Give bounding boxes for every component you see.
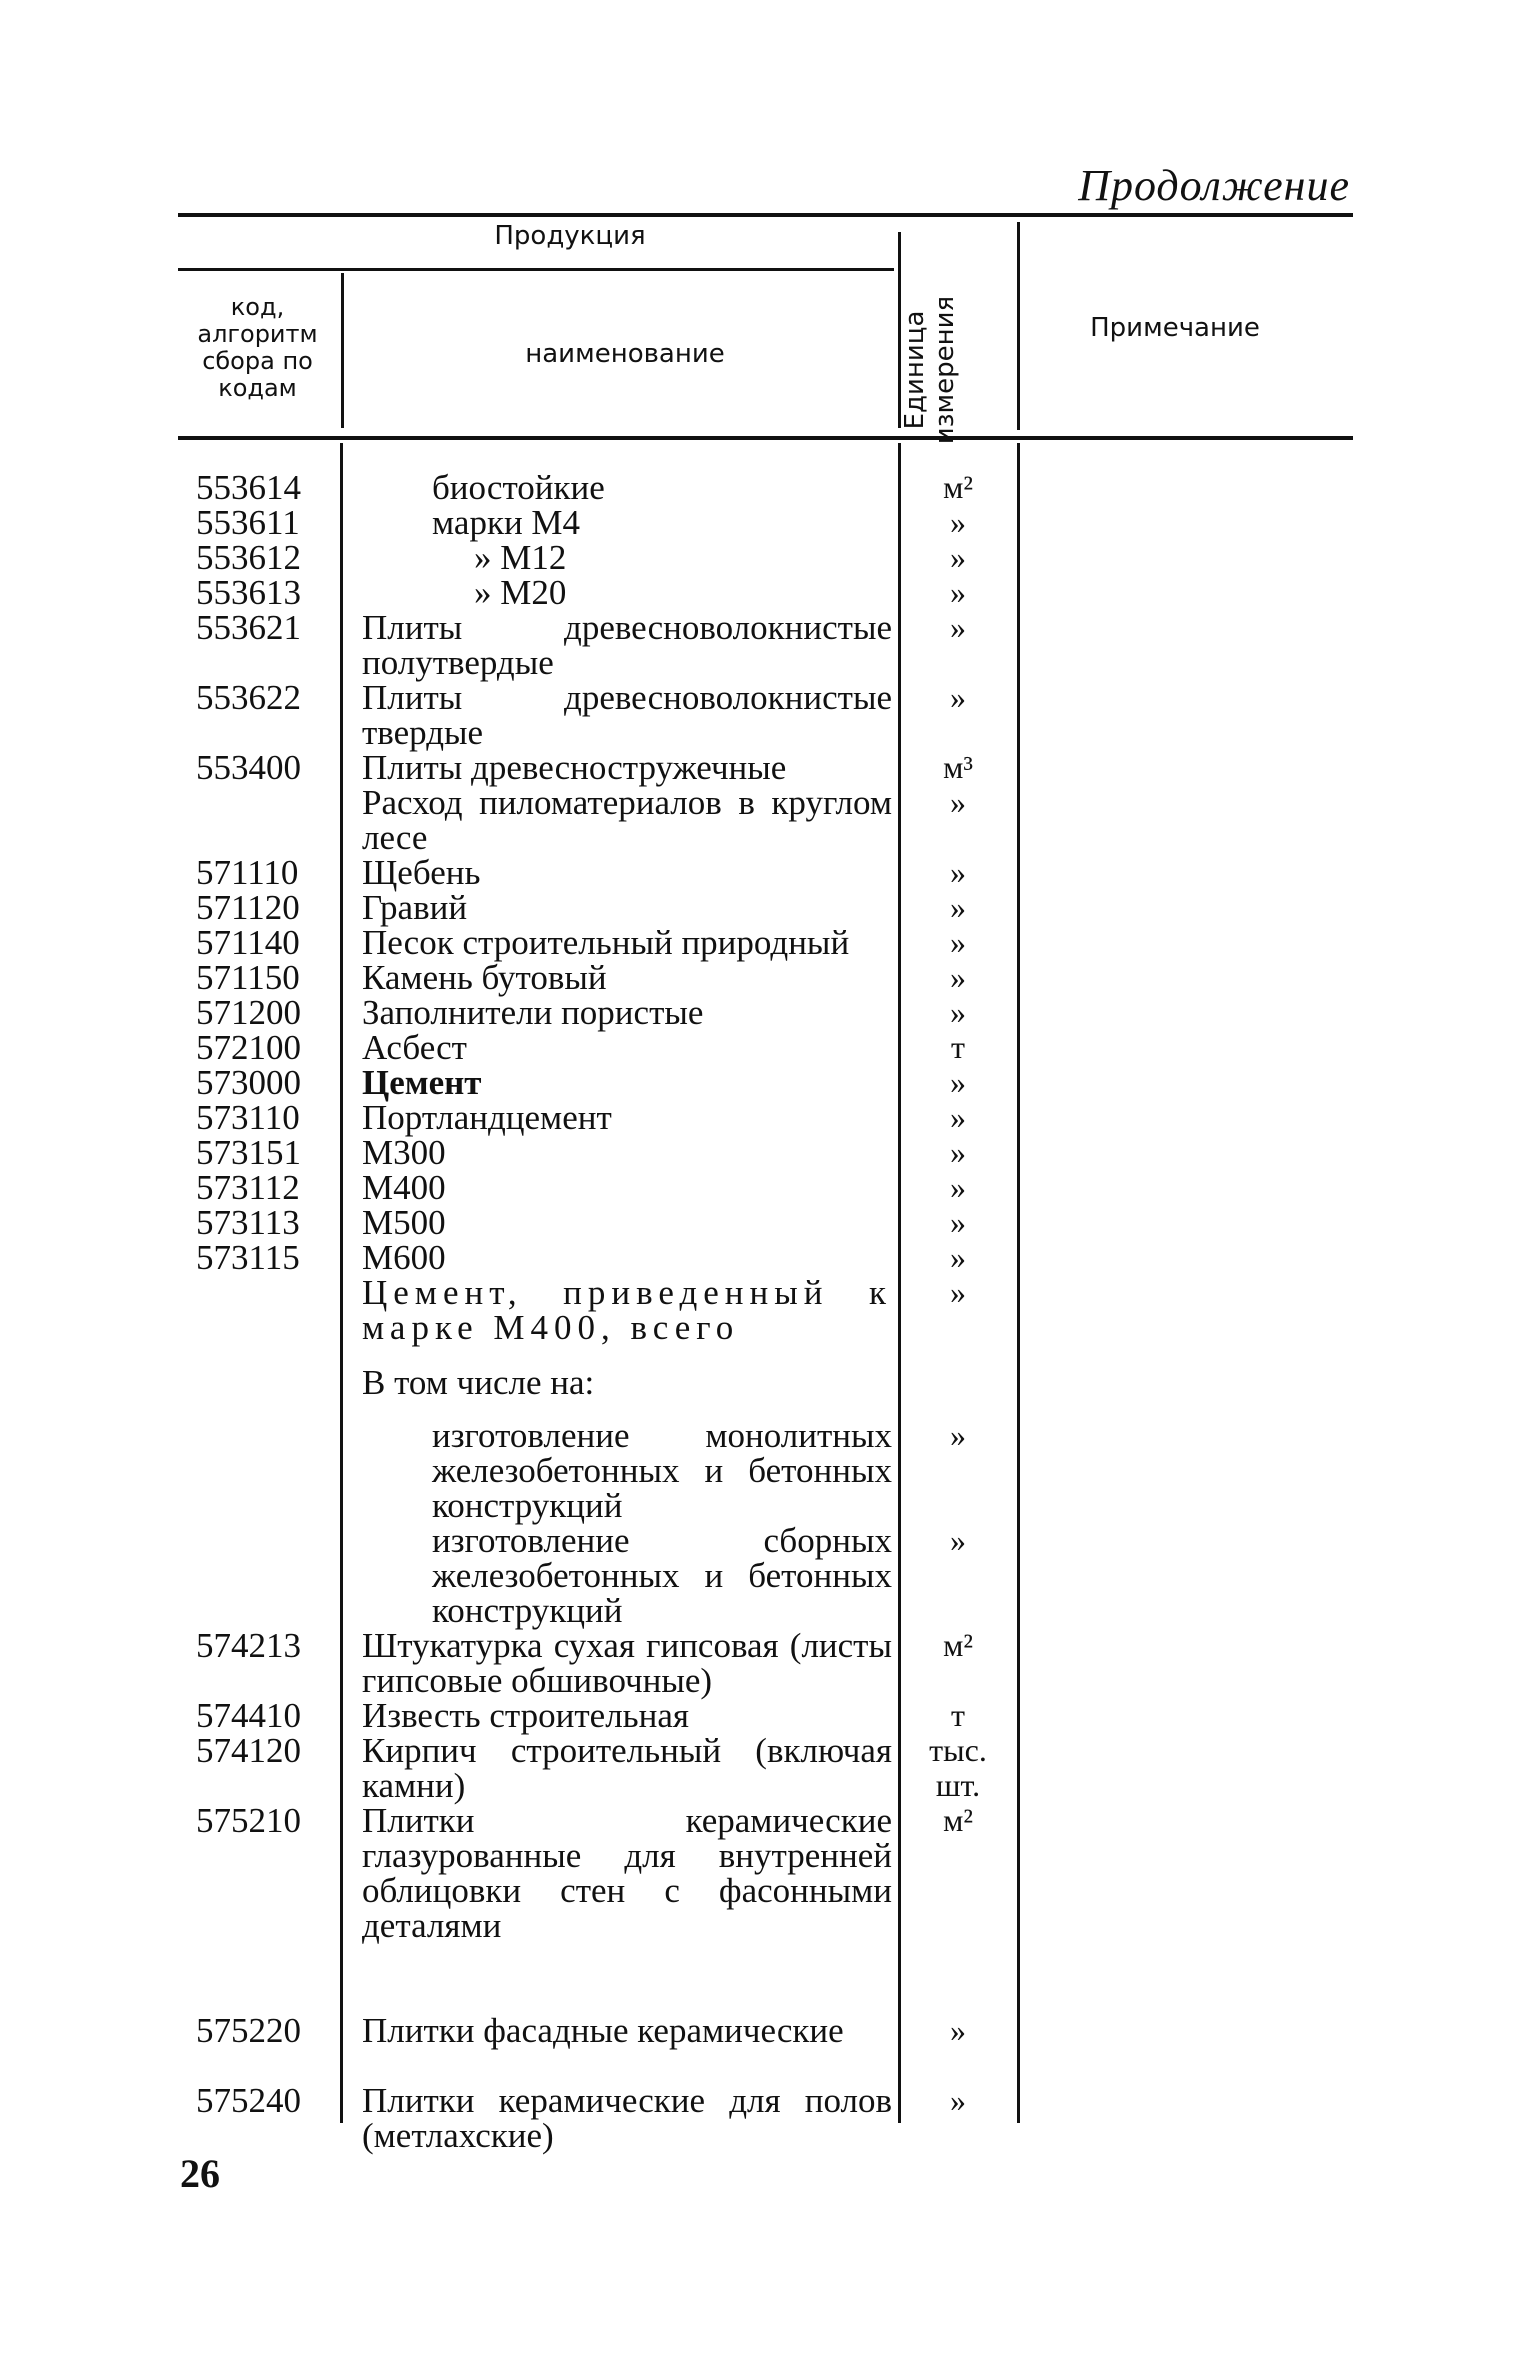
row-unit: »: [950, 1099, 966, 1135]
row-code: 573112: [196, 1168, 300, 1207]
page-number: 26: [180, 2151, 220, 2196]
row-name: Заполнители пористые: [362, 993, 704, 1032]
row-code: 573113: [196, 1203, 300, 1242]
row-unit: »: [950, 924, 966, 960]
row-name: Щебень: [362, 853, 481, 892]
continuation-label: Продолжение: [1078, 161, 1350, 210]
row-code: 575220: [196, 2011, 301, 2050]
row-name: Портландцемент: [362, 1098, 612, 1137]
row-code: 571110: [196, 853, 299, 892]
row-unit: »: [950, 854, 966, 890]
header-product: Продукция: [494, 221, 646, 251]
row-name: изготовление монолитных железобетонных и бетонных конструкций: [432, 1416, 892, 1525]
row-name: Плиты древесноволокнистые полутвердые: [362, 608, 892, 682]
row-name: изготовление сборных железобетонных и бетонных конструкций: [432, 1521, 892, 1630]
row-code: 574213: [196, 1626, 301, 1665]
row-name: Камень бутовый: [362, 958, 607, 997]
header-note: Примечание: [1090, 313, 1260, 343]
row-unit: »: [950, 1417, 966, 1453]
row-unit: »: [950, 609, 966, 645]
row-unit: »: [950, 2082, 966, 2118]
row-code: 572100: [196, 1028, 301, 1067]
row-name: » М12: [474, 538, 567, 577]
row-code: 553622: [196, 678, 301, 717]
row-unit: »: [950, 2012, 966, 2048]
header-bottom-rule: [178, 436, 1353, 440]
row-name: Песок строительный природный: [362, 923, 850, 962]
row-code: 553400: [196, 748, 301, 787]
row-unit: м²: [943, 1802, 973, 1838]
row-unit: »: [950, 1204, 966, 1240]
row-unit: м²: [943, 1627, 973, 1663]
header-code: код, алгоритм сбора по кодам: [197, 293, 318, 402]
row-unit: »: [950, 504, 966, 540]
row-code: 553613: [196, 573, 301, 612]
row-unit: »: [950, 994, 966, 1030]
row-unit: »: [950, 679, 966, 715]
row-name: Асбест: [362, 1028, 467, 1067]
row-name: марки М4: [432, 503, 581, 542]
product-header-rule: [178, 268, 894, 271]
row-name: М600: [362, 1238, 446, 1277]
row-name: Плитки керамические для полов (метлахские): [362, 2081, 892, 2155]
row-name: М400: [362, 1168, 446, 1207]
unit-column-right-divider-body: [1017, 443, 1020, 2123]
row-name: Известь строительная: [362, 1696, 689, 1735]
row-unit: »: [950, 1522, 966, 1558]
row-unit: т: [951, 1697, 965, 1733]
row-name: Цемент, приведенный к марке М400, всего: [362, 1273, 892, 1347]
code-column-divider-body: [340, 443, 343, 2123]
header-name: наименование: [525, 339, 725, 369]
table-top-rule: [178, 213, 1353, 217]
row-unit: »: [950, 1274, 966, 1310]
row-unit: »: [950, 1169, 966, 1205]
row-name: Плитки фасадные керамические: [362, 2011, 844, 2050]
row-code: 571120: [196, 888, 300, 927]
row-unit: м³: [943, 749, 973, 785]
row-code: 574120: [196, 1731, 301, 1770]
row-code: 574410: [196, 1696, 301, 1735]
row-name: биостойкие: [432, 468, 605, 507]
row-name: Кирпич строительный (включая камни): [362, 1731, 892, 1805]
row-code: 573115: [196, 1238, 300, 1277]
row-code: 553611: [196, 503, 300, 542]
row-code: 575210: [196, 1801, 301, 1840]
row-code: 571140: [196, 923, 300, 962]
row-name: Расход пиломатериалов в круглом лесе: [362, 783, 892, 857]
row-unit: »: [950, 539, 966, 575]
row-unit: »: [950, 889, 966, 925]
unit-column-left-divider-body: [898, 443, 901, 2123]
row-unit: »: [950, 1134, 966, 1170]
row-name: Штукатурка сухая гипсовая (листы гипсовые обшивочные): [362, 1626, 892, 1700]
row-code: 571200: [196, 993, 301, 1032]
row-code: 553612: [196, 538, 301, 577]
row-unit: м²: [943, 469, 973, 505]
row-unit: »: [950, 1239, 966, 1275]
row-code: 553621: [196, 608, 301, 647]
row-unit: »: [950, 784, 966, 820]
row-name: В том числе на:: [362, 1363, 595, 1402]
row-name: Гравий: [362, 888, 468, 927]
row-code: 573110: [196, 1098, 300, 1137]
row-code: 573151: [196, 1133, 301, 1172]
header-unit: Единица измерения: [900, 295, 960, 445]
row-unit: т: [951, 1029, 965, 1065]
row-unit: »: [950, 574, 966, 610]
row-name: » М20: [474, 573, 567, 612]
row-unit: тыс. шт.: [929, 1732, 987, 1803]
row-code: 553614: [196, 468, 301, 507]
row-unit: »: [950, 959, 966, 995]
row-name: М300: [362, 1133, 446, 1172]
row-code: 573000: [196, 1063, 301, 1102]
row-name: Плиты древесностружечные: [362, 748, 787, 787]
row-name: Плитки керамические глазурованные для внутренней облицовки стен с фасонными деталями: [362, 1801, 892, 1945]
row-name: Плиты древесноволокнистые твердые: [362, 678, 892, 752]
row-code: 575240: [196, 2081, 301, 2120]
row-name: Цемент: [362, 1063, 482, 1102]
row-name: М500: [362, 1203, 446, 1242]
row-code: 571150: [196, 958, 300, 997]
row-unit: »: [950, 1064, 966, 1100]
